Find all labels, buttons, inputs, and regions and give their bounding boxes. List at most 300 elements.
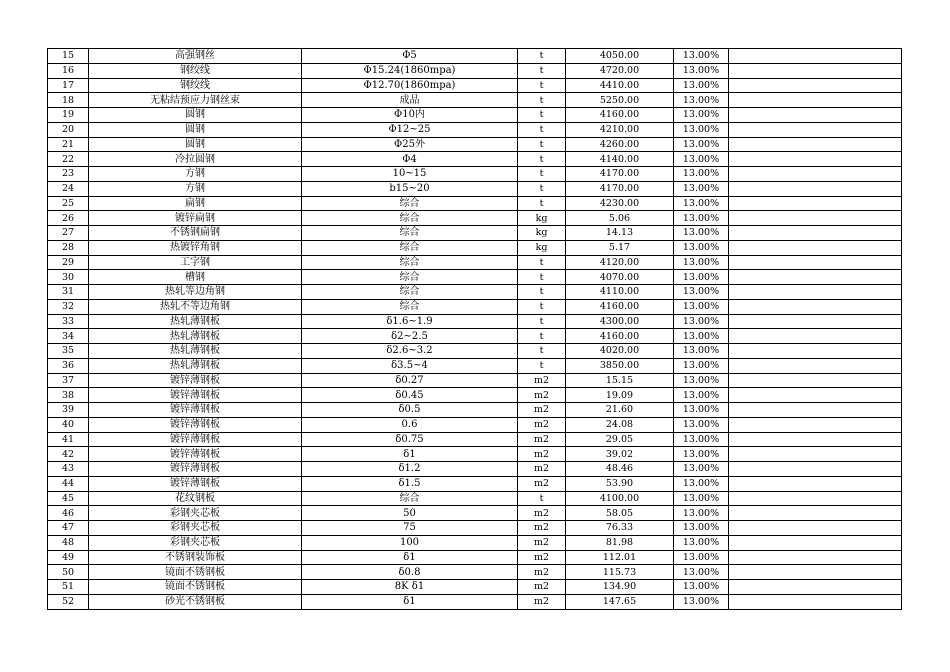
unit-cell: t — [518, 63, 566, 78]
price-cell: 24.08 — [566, 417, 674, 432]
note-cell — [729, 476, 902, 491]
specification-cell: b15~20 — [302, 181, 518, 196]
tax-rate-cell: 13.00% — [674, 49, 729, 64]
price-cell: 4230.00 — [566, 196, 674, 211]
material-name-cell: 扁钢 — [89, 196, 302, 211]
material-name-cell: 镀锌薄钢板 — [89, 432, 302, 447]
unit-cell: m2 — [518, 506, 566, 521]
tax-rate-cell: 13.00% — [674, 358, 729, 373]
note-cell — [729, 550, 902, 565]
specification-cell: 综合 — [302, 196, 518, 211]
note-cell — [729, 211, 902, 226]
note-cell — [729, 196, 902, 211]
unit-cell: t — [518, 49, 566, 64]
tax-rate-cell: 13.00% — [674, 403, 729, 418]
unit-cell: t — [518, 285, 566, 300]
row-number-cell: 21 — [48, 137, 89, 152]
tax-rate-cell: 13.00% — [674, 181, 729, 196]
specification-cell: δ0.45 — [302, 388, 518, 403]
row-number-cell: 47 — [48, 521, 89, 536]
note-cell — [729, 270, 902, 285]
material-name-cell: 热轧薄钢板 — [89, 314, 302, 329]
price-cell: 14.13 — [566, 226, 674, 241]
material-name-cell: 冷拉圆钢 — [89, 152, 302, 167]
material-name-cell: 镀锌薄钢板 — [89, 403, 302, 418]
row-number-cell: 24 — [48, 181, 89, 196]
unit-cell: t — [518, 358, 566, 373]
tax-rate-cell: 13.00% — [674, 565, 729, 580]
specification-cell: δ0.27 — [302, 373, 518, 388]
table-row — [48, 432, 902, 447]
material-name-cell: 彩钢夹芯板 — [89, 506, 302, 521]
material-name-cell: 钢绞线 — [89, 63, 302, 78]
row-number-cell: 22 — [48, 152, 89, 167]
material-name-cell: 镀锌薄钢板 — [89, 447, 302, 462]
unit-cell: t — [518, 167, 566, 182]
tax-rate-cell: 13.00% — [674, 491, 729, 506]
unit-cell: m2 — [518, 462, 566, 477]
material-name-cell: 不锈钢扁钢 — [89, 226, 302, 241]
tax-rate-cell: 13.00% — [674, 580, 729, 595]
specification-cell: Φ15.24(1860mpa) — [302, 63, 518, 78]
price-cell: 4170.00 — [566, 181, 674, 196]
specification-cell: 100 — [302, 535, 518, 550]
unit-cell: m2 — [518, 565, 566, 580]
specification-cell: δ1.6~1.9 — [302, 314, 518, 329]
unit-cell: t — [518, 270, 566, 285]
tax-rate-cell: 13.00% — [674, 432, 729, 447]
row-number-cell: 45 — [48, 491, 89, 506]
unit-cell: m2 — [518, 447, 566, 462]
tax-rate-cell: 13.00% — [674, 122, 729, 137]
note-cell — [729, 417, 902, 432]
specification-cell: Φ5 — [302, 49, 518, 64]
price-cell: 21.60 — [566, 403, 674, 418]
unit-cell: m2 — [518, 388, 566, 403]
note-cell — [729, 594, 902, 609]
table-row — [48, 506, 902, 521]
note-cell — [729, 137, 902, 152]
table-row — [48, 521, 902, 536]
tax-rate-cell: 13.00% — [674, 93, 729, 108]
tax-rate-cell: 13.00% — [674, 78, 729, 93]
unit-cell: t — [518, 299, 566, 314]
price-cell: 58.05 — [566, 506, 674, 521]
unit-cell: m2 — [518, 403, 566, 418]
unit-cell: t — [518, 108, 566, 123]
material-name-cell: 热轧不等边角钢 — [89, 299, 302, 314]
note-cell — [729, 255, 902, 270]
tax-rate-cell: 13.00% — [674, 447, 729, 462]
material-name-cell: 镀锌薄钢板 — [89, 462, 302, 477]
table-row — [48, 226, 902, 241]
row-number-cell: 38 — [48, 388, 89, 403]
specification-cell: 综合 — [302, 240, 518, 255]
table-row — [48, 550, 902, 565]
specification-cell: Φ12.70(1860mpa) — [302, 78, 518, 93]
table-row — [48, 196, 902, 211]
price-cell: 48.46 — [566, 462, 674, 477]
note-cell — [729, 152, 902, 167]
tax-rate-cell: 13.00% — [674, 506, 729, 521]
row-number-cell: 20 — [48, 122, 89, 137]
table-row — [48, 255, 902, 270]
row-number-cell: 35 — [48, 344, 89, 359]
material-name-cell: 镜面不锈钢板 — [89, 565, 302, 580]
table-row — [48, 49, 902, 64]
specification-cell: δ1 — [302, 594, 518, 609]
specification-cell: δ0.8 — [302, 565, 518, 580]
tax-rate-cell: 13.00% — [674, 211, 729, 226]
row-number-cell: 44 — [48, 476, 89, 491]
tax-rate-cell: 13.00% — [674, 594, 729, 609]
table-row — [48, 565, 902, 580]
note-cell — [729, 299, 902, 314]
row-number-cell: 52 — [48, 594, 89, 609]
price-cell: 29.05 — [566, 432, 674, 447]
table-row — [48, 63, 902, 78]
note-cell — [729, 388, 902, 403]
unit-cell: kg — [518, 211, 566, 226]
row-number-cell: 51 — [48, 580, 89, 595]
table-row — [48, 167, 902, 182]
unit-cell: t — [518, 344, 566, 359]
table-row — [48, 211, 902, 226]
table-row — [48, 270, 902, 285]
specification-cell: δ0.75 — [302, 432, 518, 447]
row-number-cell: 17 — [48, 78, 89, 93]
material-name-cell: 钢绞线 — [89, 78, 302, 93]
row-number-cell: 29 — [48, 255, 89, 270]
table-row — [48, 491, 902, 506]
specification-cell: δ1 — [302, 550, 518, 565]
row-number-cell: 33 — [48, 314, 89, 329]
unit-cell: m2 — [518, 373, 566, 388]
note-cell — [729, 226, 902, 241]
price-cell: 4050.00 — [566, 49, 674, 64]
material-name-cell: 彩钢夹芯板 — [89, 535, 302, 550]
table-row — [48, 403, 902, 418]
specification-cell: δ1.2 — [302, 462, 518, 477]
table-row — [48, 285, 902, 300]
tax-rate-cell: 13.00% — [674, 63, 729, 78]
price-cell: 4100.00 — [566, 491, 674, 506]
tax-rate-cell: 13.00% — [674, 108, 729, 123]
note-cell — [729, 181, 902, 196]
price-cell: 112.01 — [566, 550, 674, 565]
material-name-cell: 圆钢 — [89, 137, 302, 152]
price-cell: 53.90 — [566, 476, 674, 491]
price-cell: 15.15 — [566, 373, 674, 388]
specification-cell: δ1.5 — [302, 476, 518, 491]
table-row — [48, 417, 902, 432]
price-cell: 4110.00 — [566, 285, 674, 300]
material-name-cell: 高强钢丝 — [89, 49, 302, 64]
unit-cell: m2 — [518, 521, 566, 536]
specification-cell: Φ10内 — [302, 108, 518, 123]
row-number-cell: 23 — [48, 167, 89, 182]
unit-cell: t — [518, 137, 566, 152]
material-price-table — [47, 48, 902, 610]
unit-cell: kg — [518, 240, 566, 255]
specification-cell: 75 — [302, 521, 518, 536]
tax-rate-cell: 13.00% — [674, 314, 729, 329]
note-cell — [729, 329, 902, 344]
table-row — [48, 594, 902, 609]
tax-rate-cell: 13.00% — [674, 388, 729, 403]
row-number-cell: 28 — [48, 240, 89, 255]
table-body — [48, 49, 902, 610]
price-cell: 4170.00 — [566, 167, 674, 182]
price-cell: 134.90 — [566, 580, 674, 595]
table-row — [48, 108, 902, 123]
material-name-cell: 镜面不锈钢板 — [89, 580, 302, 595]
note-cell — [729, 491, 902, 506]
row-number-cell: 31 — [48, 285, 89, 300]
material-name-cell: 方钢 — [89, 181, 302, 196]
specification-cell: 成品 — [302, 93, 518, 108]
note-cell — [729, 167, 902, 182]
price-cell: 76.33 — [566, 521, 674, 536]
note-cell — [729, 535, 902, 550]
table-row — [48, 388, 902, 403]
table-row — [48, 447, 902, 462]
material-name-cell: 方钢 — [89, 167, 302, 182]
price-cell: 4210.00 — [566, 122, 674, 137]
row-number-cell: 18 — [48, 93, 89, 108]
tax-rate-cell: 13.00% — [674, 476, 729, 491]
row-number-cell: 40 — [48, 417, 89, 432]
row-number-cell: 42 — [48, 447, 89, 462]
row-number-cell: 27 — [48, 226, 89, 241]
material-name-cell: 热镀锌角钢 — [89, 240, 302, 255]
tax-rate-cell: 13.00% — [674, 417, 729, 432]
price-cell: 4300.00 — [566, 314, 674, 329]
material-name-cell: 镀锌薄钢板 — [89, 417, 302, 432]
price-cell: 4120.00 — [566, 255, 674, 270]
note-cell — [729, 78, 902, 93]
material-name-cell: 热轧薄钢板 — [89, 358, 302, 373]
specification-cell: 综合 — [302, 285, 518, 300]
tax-rate-cell: 13.00% — [674, 521, 729, 536]
row-number-cell: 34 — [48, 329, 89, 344]
specification-cell: Φ12~25 — [302, 122, 518, 137]
table-row — [48, 93, 902, 108]
material-name-cell: 镀锌薄钢板 — [89, 476, 302, 491]
row-number-cell: 16 — [48, 63, 89, 78]
specification-cell: 综合 — [302, 211, 518, 226]
table-row — [48, 152, 902, 167]
material-name-cell: 镀锌扁钢 — [89, 211, 302, 226]
row-number-cell: 43 — [48, 462, 89, 477]
tax-rate-cell: 13.00% — [674, 270, 729, 285]
tax-rate-cell: 13.00% — [674, 152, 729, 167]
note-cell — [729, 580, 902, 595]
specification-cell: 50 — [302, 506, 518, 521]
note-cell — [729, 403, 902, 418]
specification-cell: 10~15 — [302, 167, 518, 182]
price-cell: 4720.00 — [566, 63, 674, 78]
table-row — [48, 122, 902, 137]
unit-cell: t — [518, 152, 566, 167]
table-row — [48, 314, 902, 329]
tax-rate-cell: 13.00% — [674, 299, 729, 314]
table-row — [48, 329, 902, 344]
specification-cell: Φ4 — [302, 152, 518, 167]
material-name-cell: 圆钢 — [89, 122, 302, 137]
material-name-cell: 不锈钢装饰板 — [89, 550, 302, 565]
unit-cell: t — [518, 255, 566, 270]
unit-cell: t — [518, 181, 566, 196]
note-cell — [729, 93, 902, 108]
note-cell — [729, 49, 902, 64]
note-cell — [729, 447, 902, 462]
price-cell: 5.17 — [566, 240, 674, 255]
price-cell: 147.65 — [566, 594, 674, 609]
tax-rate-cell: 13.00% — [674, 550, 729, 565]
note-cell — [729, 314, 902, 329]
unit-cell: m2 — [518, 476, 566, 491]
row-number-cell: 48 — [48, 535, 89, 550]
specification-cell: Φ25外 — [302, 137, 518, 152]
material-name-cell: 工字钢 — [89, 255, 302, 270]
price-cell: 4160.00 — [566, 108, 674, 123]
table-row — [48, 580, 902, 595]
unit-cell: t — [518, 329, 566, 344]
table-row — [48, 344, 902, 359]
price-cell: 3850.00 — [566, 358, 674, 373]
material-name-cell: 热轧薄钢板 — [89, 344, 302, 359]
specification-cell: 综合 — [302, 226, 518, 241]
row-number-cell: 30 — [48, 270, 89, 285]
table-row — [48, 181, 902, 196]
unit-cell: m2 — [518, 432, 566, 447]
row-number-cell: 26 — [48, 211, 89, 226]
note-cell — [729, 432, 902, 447]
material-name-cell: 圆钢 — [89, 108, 302, 123]
price-cell: 4160.00 — [566, 299, 674, 314]
price-cell: 4140.00 — [566, 152, 674, 167]
specification-cell: 综合 — [302, 491, 518, 506]
note-cell — [729, 63, 902, 78]
material-name-cell: 砂光不锈钢板 — [89, 594, 302, 609]
material-name-cell: 镀锌薄钢板 — [89, 373, 302, 388]
unit-cell: m2 — [518, 580, 566, 595]
unit-cell: t — [518, 93, 566, 108]
unit-cell: m2 — [518, 594, 566, 609]
note-cell — [729, 108, 902, 123]
row-number-cell: 37 — [48, 373, 89, 388]
specification-cell: 0.6 — [302, 417, 518, 432]
row-number-cell: 25 — [48, 196, 89, 211]
unit-cell: m2 — [518, 550, 566, 565]
unit-cell: m2 — [518, 417, 566, 432]
table-row — [48, 358, 902, 373]
price-cell: 5.06 — [566, 211, 674, 226]
row-number-cell: 46 — [48, 506, 89, 521]
specification-cell: 8K δ1 — [302, 580, 518, 595]
specification-cell: δ3.5~4 — [302, 358, 518, 373]
material-name-cell: 槽钢 — [89, 270, 302, 285]
note-cell — [729, 373, 902, 388]
tax-rate-cell: 13.00% — [674, 226, 729, 241]
unit-cell: m2 — [518, 535, 566, 550]
price-cell: 4260.00 — [566, 137, 674, 152]
material-name-cell: 无粘结预应力钢丝束 — [89, 93, 302, 108]
tax-rate-cell: 13.00% — [674, 329, 729, 344]
tax-rate-cell: 13.00% — [674, 344, 729, 359]
specification-cell: δ0.5 — [302, 403, 518, 418]
row-number-cell: 41 — [48, 432, 89, 447]
table-row — [48, 373, 902, 388]
price-cell: 115.73 — [566, 565, 674, 580]
row-number-cell: 49 — [48, 550, 89, 565]
note-cell — [729, 344, 902, 359]
table-row — [48, 137, 902, 152]
material-name-cell: 热轧薄钢板 — [89, 329, 302, 344]
note-cell — [729, 462, 902, 477]
tax-rate-cell: 13.00% — [674, 462, 729, 477]
tax-rate-cell: 13.00% — [674, 196, 729, 211]
material-name-cell: 彩钢夹芯板 — [89, 521, 302, 536]
specification-cell: δ1 — [302, 447, 518, 462]
tax-rate-cell: 13.00% — [674, 255, 729, 270]
note-cell — [729, 358, 902, 373]
table-row — [48, 476, 902, 491]
specification-cell: 综合 — [302, 270, 518, 285]
table-row — [48, 299, 902, 314]
unit-cell: kg — [518, 226, 566, 241]
note-cell — [729, 521, 902, 536]
table-row — [48, 462, 902, 477]
unit-cell: t — [518, 122, 566, 137]
price-cell: 81.98 — [566, 535, 674, 550]
tax-rate-cell: 13.00% — [674, 240, 729, 255]
price-cell: 5250.00 — [566, 93, 674, 108]
note-cell — [729, 285, 902, 300]
tax-rate-cell: 13.00% — [674, 535, 729, 550]
price-cell: 4160.00 — [566, 329, 674, 344]
row-number-cell: 19 — [48, 108, 89, 123]
material-name-cell: 镀锌薄钢板 — [89, 388, 302, 403]
specification-cell: 综合 — [302, 299, 518, 314]
price-cell: 4410.00 — [566, 78, 674, 93]
note-cell — [729, 240, 902, 255]
unit-cell: t — [518, 314, 566, 329]
table-row — [48, 78, 902, 93]
tax-rate-cell: 13.00% — [674, 137, 729, 152]
table-row — [48, 240, 902, 255]
unit-cell: t — [518, 196, 566, 211]
row-number-cell: 39 — [48, 403, 89, 418]
specification-cell: δ2~2.5 — [302, 329, 518, 344]
row-number-cell: 36 — [48, 358, 89, 373]
note-cell — [729, 565, 902, 580]
tax-rate-cell: 13.00% — [674, 167, 729, 182]
table-row — [48, 535, 902, 550]
price-cell: 39.02 — [566, 447, 674, 462]
row-number-cell: 50 — [48, 565, 89, 580]
note-cell — [729, 506, 902, 521]
row-number-cell: 15 — [48, 49, 89, 64]
price-cell: 4020.00 — [566, 344, 674, 359]
unit-cell: t — [518, 491, 566, 506]
specification-cell: 综合 — [302, 255, 518, 270]
row-number-cell: 32 — [48, 299, 89, 314]
specification-cell: δ2.6~3.2 — [302, 344, 518, 359]
price-cell: 19.09 — [566, 388, 674, 403]
price-cell: 4070.00 — [566, 270, 674, 285]
